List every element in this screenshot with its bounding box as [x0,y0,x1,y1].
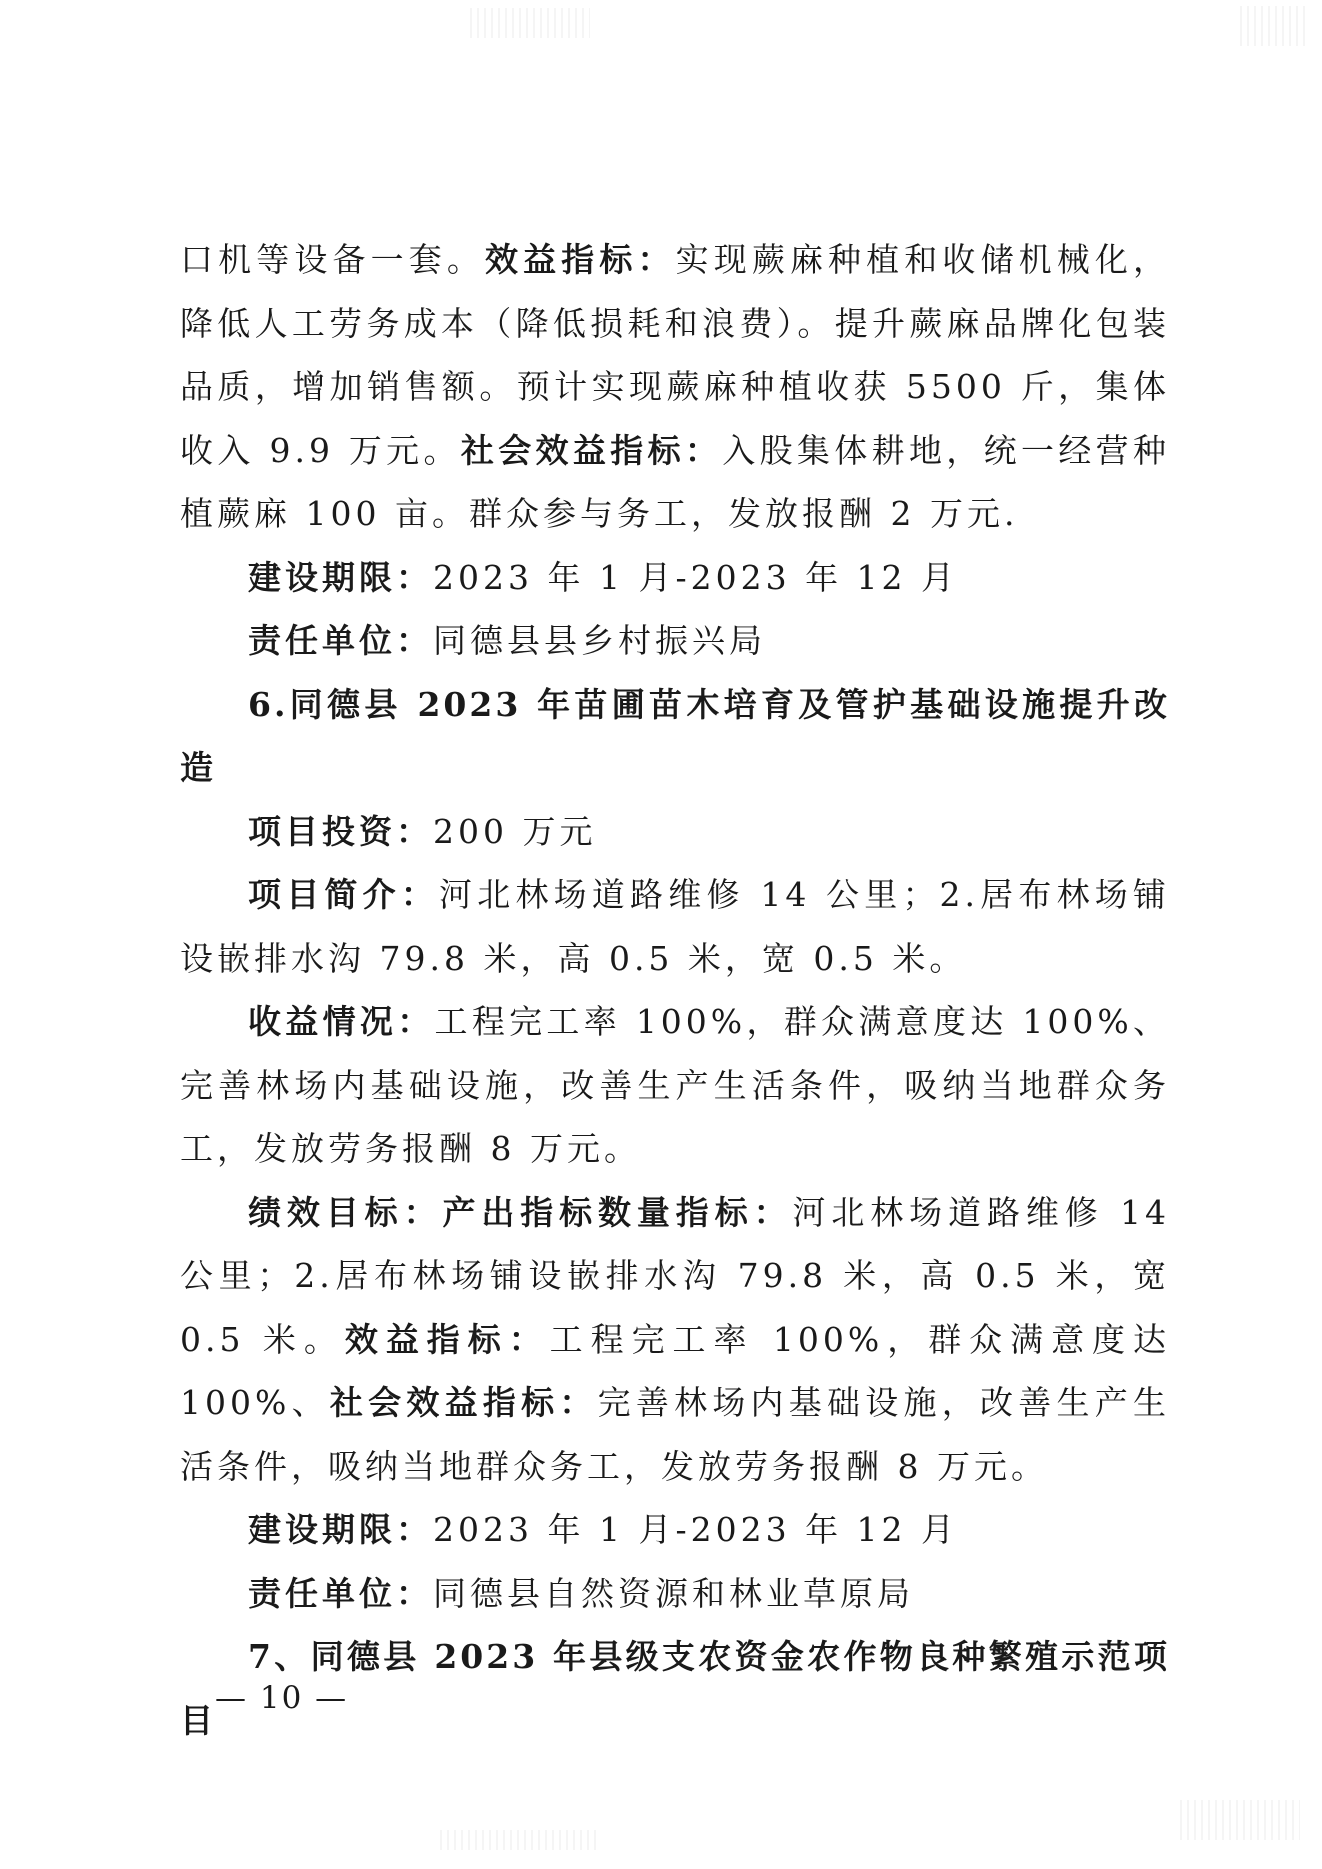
body-text: 200 万元 [433,811,597,851]
paragraph [180,1562,1170,1626]
scan-artifact-top [470,8,590,38]
paragraph [180,546,1170,610]
body-text: 口机等设备一套。 [180,240,485,279]
paragraph [180,1181,1170,1499]
body-text: 同德县县乡村振兴局 [433,621,766,660]
bold-label: 6.同德县 2023 年苗圃苗木培育及管护基础设施提升改造 [180,684,1170,787]
body-text: 2023 年 1 月-2023 年 12 月 [433,557,959,597]
body-text: 河北林场道路维修 14 公里；2.居布林场铺设嵌排水沟 79.8 米，高 0.5 米，宽 0.5 米。 [180,1192,1171,1359]
paragraph [180,863,1170,990]
scan-artifact-bottom-right [1180,1800,1300,1840]
document-body [180,228,1170,1752]
section-heading [180,673,1170,800]
scan-artifact-top-right [1240,6,1310,46]
body-text: 同德县自然资源和林业草原局 [433,1573,914,1613]
paragraph [180,1498,1170,1562]
bold-label: 收益情况： [248,1002,435,1041]
bold-label: 项目投资： [248,811,433,851]
bold-label: 建设期限： [248,1510,433,1549]
scan-artifact-bottom [440,1830,600,1850]
bold-label: 7、同德县 2023 年县级支农资金农作物良种繁殖示范项目 [180,1637,1170,1740]
body-text: 实现蕨麻种植和收储机械化，降低人工劳务成本（降低损耗和浪费）。提升蕨麻品牌化包装品质，增加销售额。预计实现蕨麻种植收获 5500 斤，集体收入 9.9 万元。 [180,240,1171,470]
paragraph [180,800,1170,864]
bold-label: 绩效目标：产出指标数量指标： [248,1192,793,1232]
body-text: 入股集体耕地，统一经营种植蕨麻 100 亩。群众参与务工，发放报酬 2 万元. [180,430,1171,533]
paragraph [180,228,1170,546]
bold-label: 项目简介： [248,875,440,914]
paragraph [180,990,1170,1181]
bold-label: 效益指标： [344,1319,550,1359]
bold-label: 社会效益指标： [329,1383,598,1422]
page-number: — 10 — [215,1680,349,1716]
bold-label: 建设期限： [248,557,433,597]
body-text: 2023 年 1 月-2023 年 12 月 [433,1510,959,1549]
body-text: 完善林场内基础设施，改善生产生活条件，吸纳当地群众务工，发放劳务报酬 8 万元。 [180,1383,1171,1486]
bold-label: 效益指标： [484,240,676,279]
body-text: 工程完工率 100%，群众满意度达 100%、 [180,1319,1170,1422]
paragraph [180,609,1170,673]
body-text: 河北林场道路维修 14 公里；2.居布林场铺设嵌排水沟 79.8 米，高 0.5 米，宽 0.5 米。 [180,875,1170,978]
bold-label: 责任单位： [248,1573,433,1613]
bold-label: 责任单位： [248,621,433,660]
body-text: 工程完工率 100%，群众满意度达 100%、完善林场内基础设施，改善生产生活条件，吸纳当地群众务工，发放劳务报酬 8 万元。 [180,1002,1171,1168]
bold-label: 社会效益指标： [460,430,723,470]
